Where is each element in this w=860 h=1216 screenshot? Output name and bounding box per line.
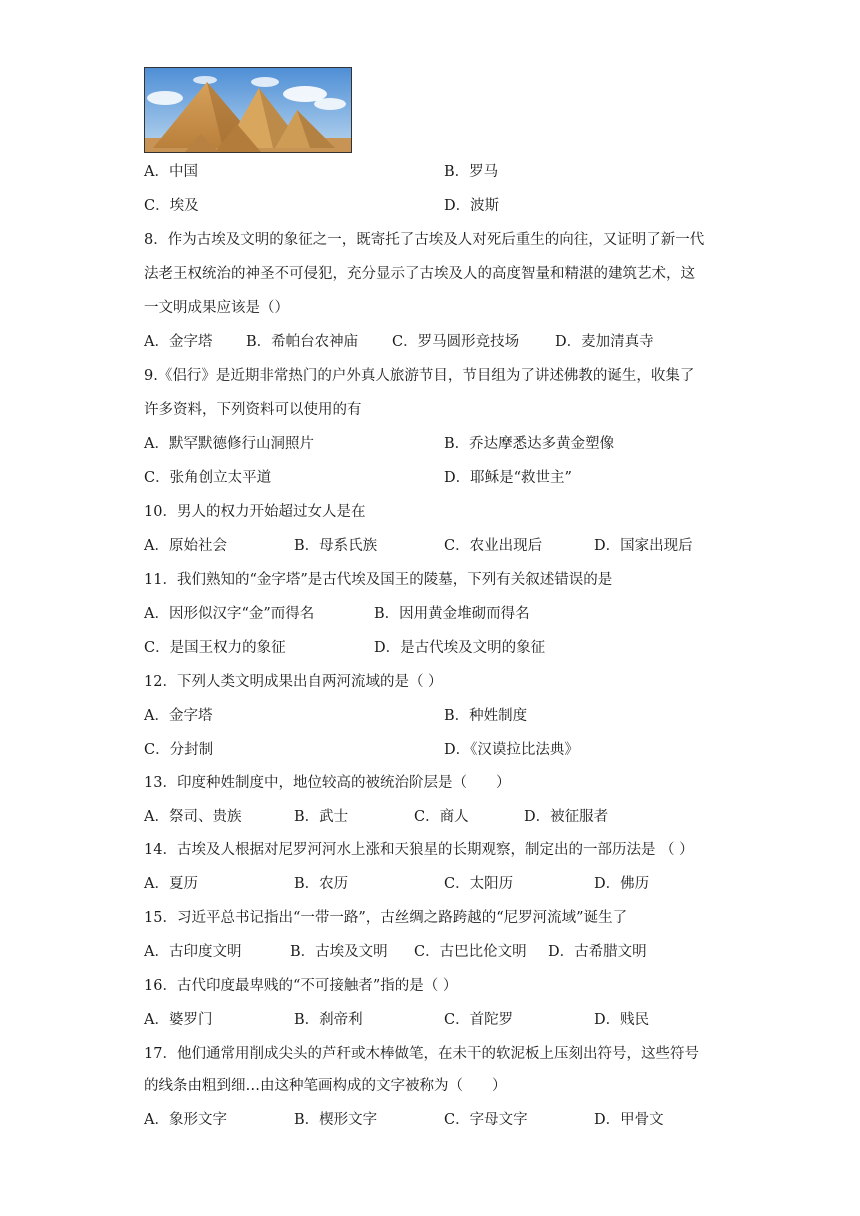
q11-option-c: C．是国王权力的象征 [144, 640, 286, 656]
pyramids-photo [144, 67, 352, 153]
q8-stem-line2: 法老王权统治的神圣不可侵犯，充分显示了古埃及人的高度智量和精湛的建筑艺术，这 [144, 266, 695, 282]
q11-option-a: A．因形似汉字“金”而得名 [144, 606, 315, 622]
q16-stem: 16．古代印度最卑贱的“不可接触者”指的是（ ） [144, 978, 458, 994]
q8-stem-line3: 一文明成果应该是（） [144, 300, 289, 316]
q14-option-d: D．佛历 [594, 876, 650, 892]
q9-option-b: B．乔达摩悉达多黄金塑像 [444, 436, 615, 452]
q11-option-d: D．是古代埃及文明的象征 [374, 640, 546, 656]
q17-option-b: B．楔形文字 [294, 1112, 378, 1128]
q8-option-a: A．金字塔 [144, 334, 213, 350]
q7-option-d: D．波斯 [444, 198, 500, 214]
q14-option-a: A．夏历 [144, 876, 198, 892]
q9-option-a: A．默罕默德修行山洞照片 [144, 436, 314, 452]
q13-option-d: D．被征服者 [524, 809, 609, 825]
q11-stem: 11．我们熟知的“金字塔”是古代埃及国王的陵墓，下列有关叙述错误的是 [144, 572, 613, 588]
q13-stem: 13．印度种姓制度中，地位较高的被统治阶层是（ ） [144, 775, 511, 791]
q14-option-c: C．太阳历 [444, 876, 514, 892]
q10-option-b: B．母系氏族 [294, 538, 378, 554]
q8-stem-line1: 8．作为古埃及文明的象征之一，既寄托了古埃及人对死后重生的向往，又证明了新一代 [144, 232, 705, 248]
q17-option-a: A．象形文字 [144, 1112, 227, 1128]
q8-option-c: C．罗马圆形竞技场 [392, 334, 520, 350]
q15-option-d: D．古希腊文明 [548, 944, 647, 960]
q13-option-a: A．祭司、贵族 [144, 809, 242, 825]
q15-option-b: B．古埃及文明 [290, 944, 388, 960]
q15-stem: 15．习近平总书记指出“一带一路”，古丝绸之路跨越的“尼罗河流域”诞生了 [144, 910, 628, 926]
q13-option-c: C．商人 [414, 809, 469, 825]
q15-option-c: C．古巴比伦文明 [414, 944, 527, 960]
q17-option-c: C．字母文字 [444, 1112, 528, 1128]
q9-option-d: D．耶稣是“救世主” [444, 470, 572, 486]
q17-stem-line1: 17．他们通常用削成尖头的芦秆或木棒做笔，在未干的软泥板上压刻出符号，这些符号 [144, 1046, 699, 1062]
q9-stem-line1: 9.《侣行》是近期非常热门的户外真人旅游节目，节目组为了讲述佛教的诞生，收集了 [144, 368, 695, 384]
q12-option-c: C．分封制 [144, 742, 214, 758]
q16-option-d: D．贱民 [594, 1012, 650, 1028]
q10-option-a: A．原始社会 [144, 538, 227, 554]
q10-stem: 10．男人的权力开始超过女人是在 [144, 504, 366, 520]
q17-stem-line2: 的线条由粗到细…由这种笔画构成的文字被称为（ ） [144, 1078, 507, 1094]
q12-option-d: D．《汉谟拉比法典》 [444, 742, 579, 758]
q13-option-b: B．武士 [294, 809, 349, 825]
q16-option-c: C．首陀罗 [444, 1012, 514, 1028]
q9-option-c: C．张角创立太平道 [144, 470, 272, 486]
pyramids-illustration [145, 68, 351, 152]
q16-option-a: A．婆罗门 [144, 1012, 213, 1028]
q7-option-b: B．罗马 [444, 164, 499, 180]
q10-option-c: C．农业出现后 [444, 538, 543, 554]
q10-option-d: D．国家出现后 [594, 538, 693, 554]
q14-stem: 14．古埃及人根据对尼罗河河水上涨和天狼星的长期观察，制定出的一部历法是 （ ） [144, 842, 694, 858]
q11-option-b: B．因用黄金堆砌而得名 [374, 606, 530, 622]
q12-option-b: B．种姓制度 [444, 708, 528, 724]
q7-option-c: C．埃及 [144, 198, 199, 214]
q15-option-a: A．古印度文明 [144, 944, 242, 960]
q16-option-b: B．刹帝利 [294, 1012, 363, 1028]
q14-option-b: B．农历 [294, 876, 349, 892]
q7-option-a: A．中国 [144, 164, 198, 180]
q8-option-d: D．麦加清真寺 [555, 334, 654, 350]
q9-stem-line2: 许多资料，下列资料可以使用的有 [144, 402, 362, 418]
q12-option-a: A．金字塔 [144, 708, 213, 724]
q8-option-b: B．希帕台农神庙 [246, 334, 359, 350]
q17-option-d: D．甲骨文 [594, 1112, 664, 1128]
q12-stem: 12．下列人类文明成果出自两河流域的是（ ） [144, 674, 443, 690]
